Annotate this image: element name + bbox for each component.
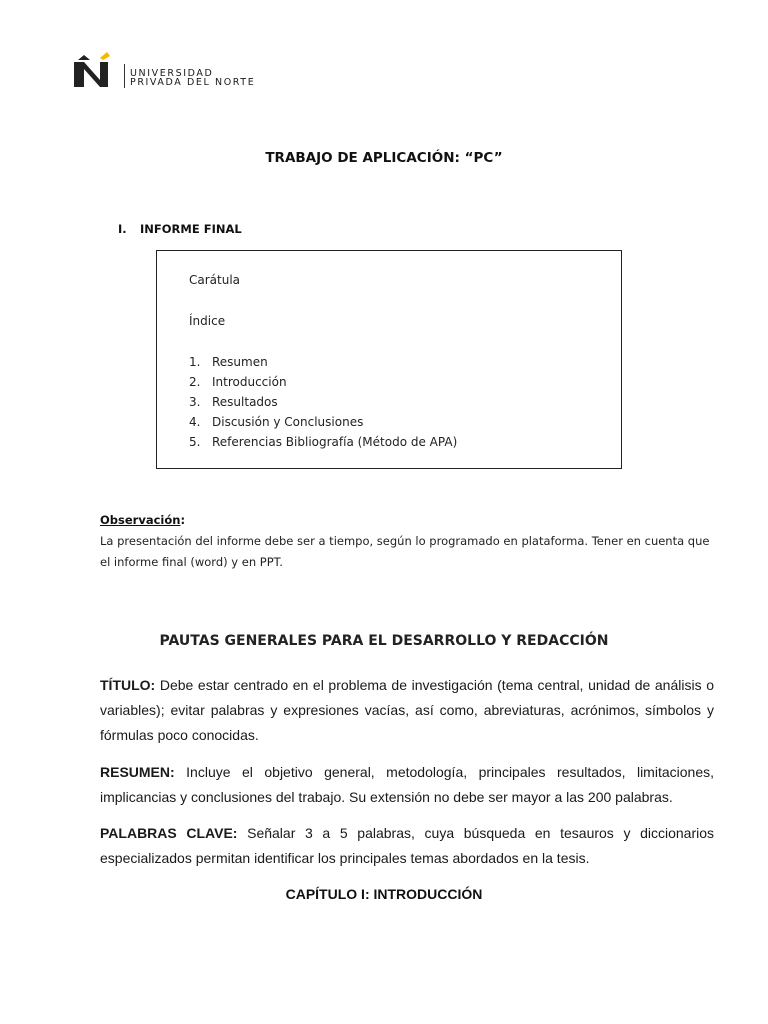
- resumen-paragraph: [100, 760, 714, 810]
- list-item-number: 1.: [189, 355, 201, 369]
- n-logo-icon: [72, 50, 118, 90]
- list-item: [189, 432, 457, 452]
- list-item-number: 4.: [189, 415, 201, 429]
- section-label: INFORME FINAL: [140, 222, 242, 236]
- observation-text: La presentación del informe debe ser a tiempo, según lo programado en plataforma. Tener en cuenta que el informe final (word) y en PPT.: [100, 534, 710, 569]
- list-item-label: Introducción: [212, 375, 287, 389]
- list-item-label: Referencias Bibliografía (Método de APA): [212, 435, 458, 449]
- logo-divider: [124, 64, 125, 88]
- list-item: [189, 392, 457, 412]
- list-item-number: 2.: [189, 375, 201, 389]
- observation-colon: :: [180, 513, 186, 527]
- indice-line: Índice: [189, 314, 226, 328]
- list-item: [189, 352, 457, 372]
- titulo-term: TÍTULO:: [100, 677, 156, 693]
- titulo-text: Debe estar centrado en el problema de investigación (tema central, unidad de análisis o variables); evitar palabras y expresiones vacías, así como, abreviaturas, acrónimos, símbolos y fórmulas poco conocidas.: [100, 677, 714, 743]
- chapter-heading: CAPÍTULO I: INTRODUCCIÓN: [285, 886, 483, 902]
- list-item: [189, 412, 457, 432]
- document-title: TRABAJO DE APLICACIÓN: “PC”: [265, 150, 503, 166]
- observation-label-text: Observación: [100, 513, 181, 527]
- caratula-line: Carátula: [189, 273, 241, 287]
- university-logo: [72, 50, 287, 92]
- section-heading: [118, 222, 242, 236]
- logo-line1: UNIVERSIDAD: [130, 68, 214, 79]
- list-item-label: Discusión y Conclusiones: [212, 415, 364, 429]
- contents-box: [156, 250, 622, 469]
- section-number: I.: [118, 222, 127, 236]
- list-item-number: 3.: [189, 395, 201, 409]
- logo-line2: PRIVADA DEL NORTE: [130, 77, 256, 88]
- resumen-term: RESUMEN:: [100, 764, 175, 780]
- list-item-number: 5.: [189, 435, 201, 449]
- titulo-paragraph: [100, 673, 714, 748]
- contents-list: [189, 352, 457, 452]
- palabras-clave-term: PALABRAS CLAVE:: [100, 825, 238, 841]
- list-item-label: Resultados: [212, 395, 278, 409]
- palabras-clave-text: Señalar 3 a 5 palabras, cuya búsqueda en tesauros y diccionarios especializados permitan identificar los principales temas abordados en la tesis.: [100, 825, 715, 866]
- list-item: [189, 372, 457, 392]
- observation-label: [100, 513, 185, 527]
- guidelines-title: PAUTAS GENERALES PARA EL DESARROLLO Y REDACCIÓN: [159, 633, 609, 649]
- palabras-clave-paragraph: [100, 821, 714, 871]
- list-item-label: Resumen: [212, 355, 268, 369]
- logo-wordmark: [130, 69, 255, 87]
- resumen-text: Incluye el objetivo general, metodología, principales resultados, limitaciones, implicancias y conclusiones del trabajo. Su extensión no debe ser mayor a las 200 palabras.: [100, 764, 714, 805]
